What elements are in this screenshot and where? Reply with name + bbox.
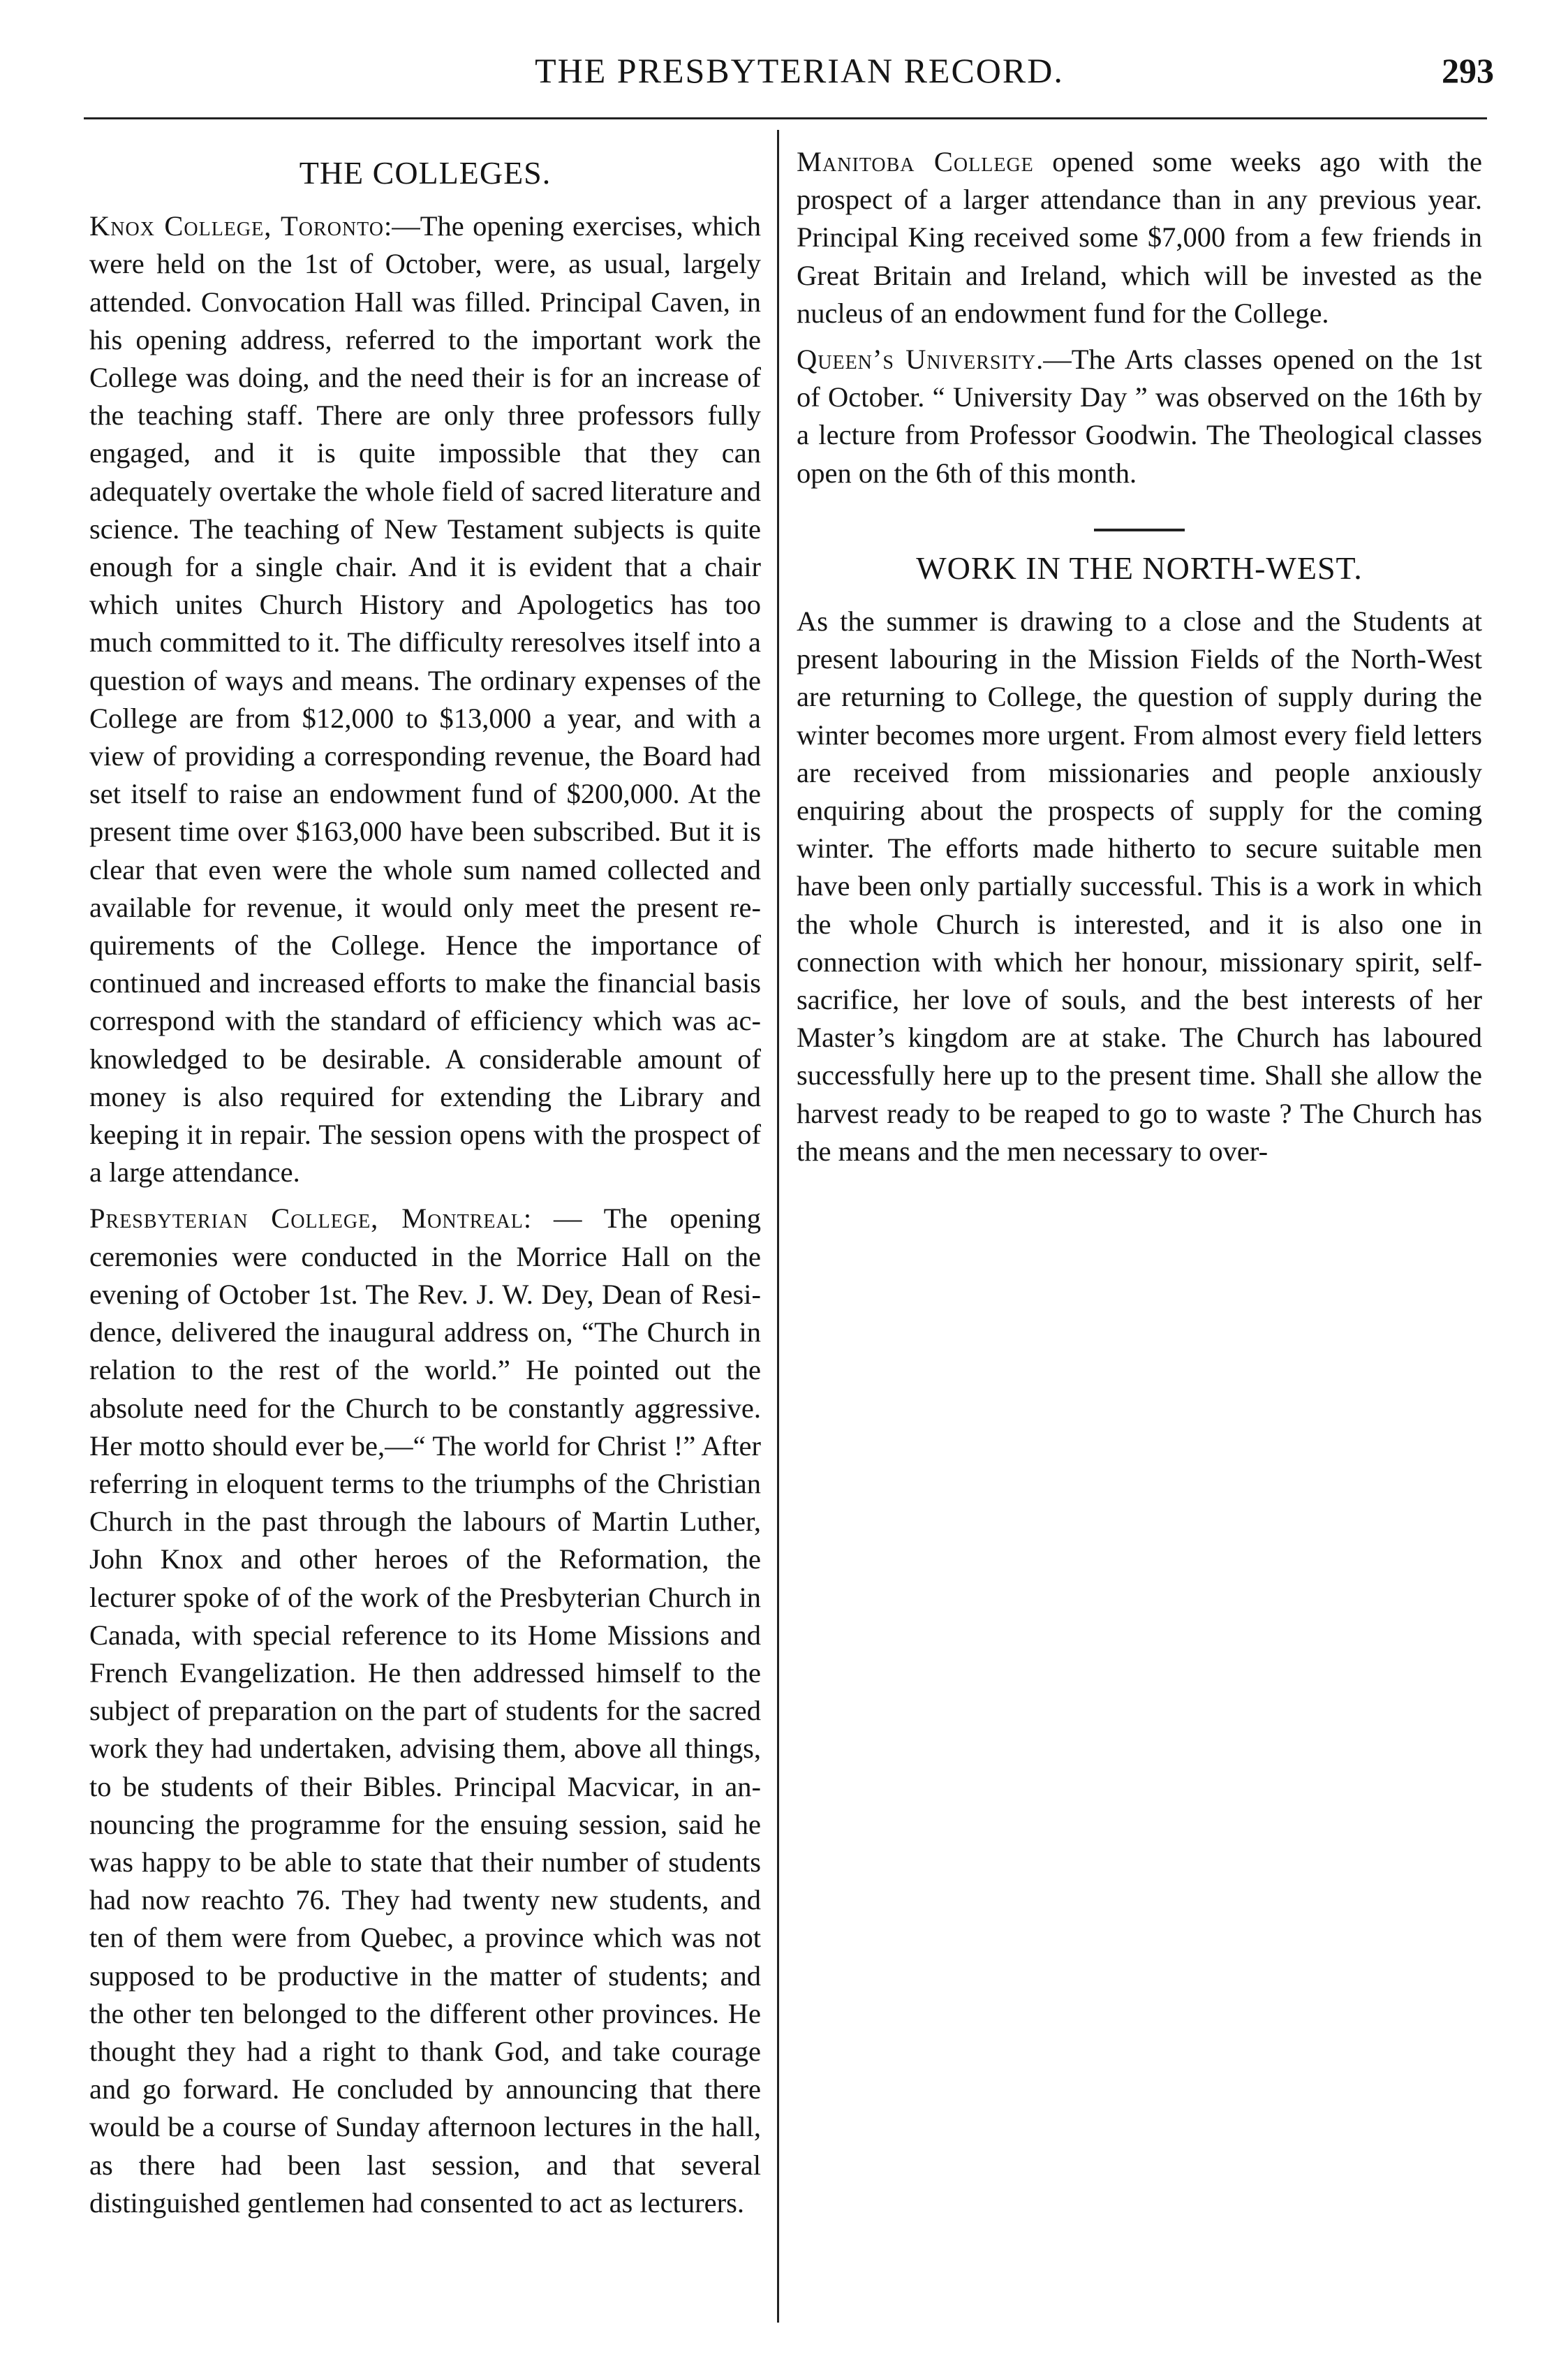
colleges-heading: THE COLLEGES. (299, 155, 552, 191)
column-divider (777, 130, 779, 2323)
north-west-paragraph: As the summer is drawing to a close and the Students at present labouring in the Mission Fields of the North-West are returning to College, the question of supply during the winter becomes more urgent. From almost every field letters are received from missionaries and people anxiously enquiring about the prospects of supply for the coming winter. The efforts made hitherto to secure suitable men have been only partially successful. This is a work in which the whole Church is interested, and it is also one in connection with which her honour, missionary spirit, self-sacrifice, her love of souls, and the best interests of her Master’s kingdom are at stake. The Church has laboured successfully here up to the present time. Shall she allow the harvest ready to be reaped to go to waste ? The Church has the means and the men necessary to over- (797, 605, 1482, 1167)
knox-college-lead: Knox College, Toronto (89, 210, 384, 242)
north-west-heading: WORK IN THE NORTH-WEST. (916, 550, 1363, 586)
queens-university-paragraph (797, 341, 1482, 492)
queens-university-lead: Queen’s University (797, 344, 1037, 376)
queens-university-text: .—The Arts classes opened on the 1st of October. “ University Day ” was observed on the 16th by a lecture from Professor Goodwin. The Theological classes open on the 6th of this month. (797, 344, 1482, 489)
knox-college-text: :—The opening exercises, which were held on the 1st of October, were, as usual, largely attended. Convocation Hall was filled. Principal Caven, in his opening address, referred to the important work the College was doing, and the need their is for an increase of the teaching staff. There are only three professors fully engaged, and it is quite impossible that they can adequately overtake the whole field of sacred literature and science. The teaching of New Testament subjects is quite enough for a single chair. And it is evident that a chair which unites Church History and Apologetics has too much committed to it. The difficulty reresolves itself into a question of ways and means. The ordinary expenses of the College are from $12,000 to $13,000 a year, and with a view of providing a corresponding revenue, the Board had set itself to raise an endowment fund of $200,000. At the present time over $163,000 have been subscribed. But it is clear that even were the whole sum named collected and available for revenue, it would only meet the present requirements of the College. Hence the importance of continued and increased efforts to make the financial basis correspond with the standard of efficiency which was acknowledged to be desirable. A considerable amount of money is also required for extending the Library and keeping it in repair. The session opens with the prospect of a large attendance. (89, 210, 761, 1189)
right-column (797, 143, 1482, 1179)
presbyterian-college-lead: Presbyterian College, Montreal (89, 1202, 524, 1235)
manitoba-college-lead: Manitoba College (797, 146, 1034, 177)
manitoba-college-text: opened some weeks ago with the prospect of a larger attendance than in any previous year. Principal King received some $7,000 from a few friends in Great Britain and Ireland, which will be invested as the nucleus of an endowment fund for the College. (797, 146, 1482, 329)
knox-college-paragraph (89, 207, 761, 1191)
presbyterian-college-paragraph (89, 1200, 761, 2221)
page-number: 293 (1442, 51, 1494, 90)
left-column (89, 143, 761, 2230)
presbyterian-college-text: : — The opening ceremonies were conducted in the Morrice Hall on the evening of October 1st. The Rev. J. W. Dey, Dean of Residence, delivered the inaugural address on, “The Church in relation to the rest of the world.” He pointed out the absolute need for the Church to be constantly aggressive. Her motto should ever be,—“ The world for Christ !” After referring in eloquent terms to the triumphs of the Christian Church in the past through the labours of Martin Luther, John Knox and other heroes of the Reformation, the lecturer spoke of of the work of the Presbyterian Church in Canada, with special reference to its Home Missions and French Evangelization. He then addressed himself to the subject of preparation on the part of students for the sacred work they had undertaken, advising them, above all things, to be students of their Bibles. Principal Macvicar, in announcing the programme for the ensuing session, said he was happy to be able to state that their number of students had now reachto 76. They had twenty new students, and ten of them were from Quebec, a province which was not supposed to be productive in the matter of students; and the other ten belonged to the different other provinces. He thought they had a right to thank God, and take courage and go forward. He concluded by announcing that there would be a course of Sunday afternoon lectures in the hall, as there had been last session, and that several distinguished gentlemen had consented to act as lecturers. (89, 1202, 761, 2219)
section-divider (1094, 529, 1185, 531)
header-rule (84, 117, 1487, 119)
manitoba-college-paragraph (797, 143, 1482, 332)
page-header (63, 35, 1536, 98)
running-title: THE PRESBYTERIAN RECORD. (535, 51, 1064, 90)
